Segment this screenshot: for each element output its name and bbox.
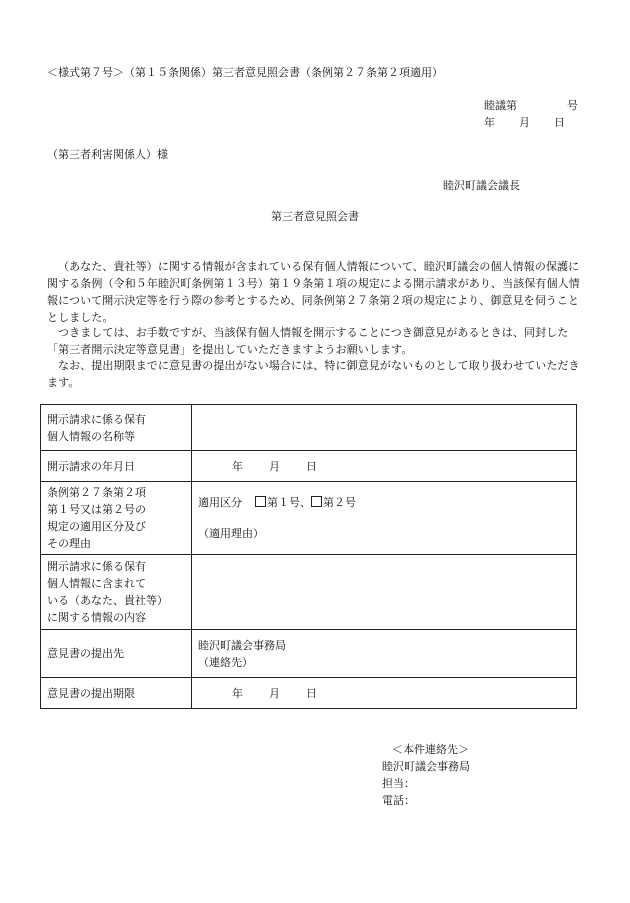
submission-office: 睦沢町議会事務局 bbox=[198, 638, 286, 652]
table-label: 開示請求の年月日 bbox=[41, 451, 192, 482]
document-title: 第三者意見照会書 bbox=[271, 210, 359, 223]
contact-phone-label: 電話： bbox=[382, 794, 415, 807]
option-second-label: 第２号 bbox=[323, 496, 356, 509]
reason-label: （適用理由） bbox=[198, 527, 264, 540]
form-title: ＜様式第７号＞（第１５条関係）第三者意見照会書（条例第２７条第２項適用） bbox=[47, 66, 443, 79]
contact-block bbox=[382, 741, 470, 809]
contact-label: （連絡先） bbox=[198, 655, 253, 669]
label-line: 開示請求に係る保有 bbox=[47, 412, 146, 426]
contact-person-label: 担当： bbox=[382, 777, 415, 790]
body-paragraph-3: なお、提出期限までに意見書の提出がない場合には、特に御意見がないものとして取り扱わせていただきます。 bbox=[47, 359, 580, 389]
category-label: 適用区分 bbox=[198, 496, 242, 509]
contact-heading: ＜本件連絡先＞ bbox=[392, 743, 469, 756]
body-paragraph-1: （あなた、貴社等）に関する情報が含まれている保有個人情報について、睦沢町議会の個人情報の保護に関する条例（令和５年睦沢町条例第１３号）第１９条第１項の規定による開示請求があり、当該保有個人情報について開示決定等を行う際の参考とするため、同条例第２７条第２項の規定により、御意見を伺うこととしました。 bbox=[47, 260, 580, 324]
date-month: 月 bbox=[519, 116, 530, 129]
document-number-suffix: 号 bbox=[567, 99, 578, 112]
addressee: （第三者利害関係人）様 bbox=[47, 148, 168, 161]
date-year: 年 bbox=[484, 116, 495, 129]
document-number-block bbox=[484, 97, 578, 131]
table-label: 意見書の提出期限 bbox=[41, 678, 192, 709]
contact-office: 睦沢町議会事務局 bbox=[382, 760, 470, 773]
checkbox-first[interactable] bbox=[255, 496, 266, 507]
label-line: に関する情報の内容 bbox=[47, 611, 146, 624]
label-line: 規定の適用区分及び bbox=[47, 520, 146, 533]
date-year: 年 bbox=[232, 686, 243, 700]
label-line: 条例第２７条第２項 bbox=[47, 486, 146, 499]
label-line: 開示請求に係る保有 bbox=[47, 560, 146, 573]
inquiry-table bbox=[40, 404, 577, 709]
table-row bbox=[41, 630, 577, 678]
table-value bbox=[192, 482, 577, 555]
table-value bbox=[192, 678, 577, 709]
label-line: 第１号又は第２号の bbox=[47, 503, 146, 516]
label-line: 個人情報に含まれて bbox=[47, 577, 146, 590]
label-line: いる（あなた、貴社等） bbox=[47, 594, 168, 607]
table-row bbox=[41, 678, 577, 709]
table-value bbox=[192, 451, 577, 482]
date-month: 月 bbox=[269, 686, 280, 700]
table-row bbox=[41, 405, 577, 451]
table-label bbox=[41, 482, 192, 555]
table-value bbox=[192, 555, 577, 630]
document-date-line bbox=[484, 114, 578, 131]
body-paragraph-2: つきましては、お手数ですが、当該保有個人情報を開示することにつき御意見があるときは、同封した「第三者開示決定等意見書」を提出していただきますようお願いします。 bbox=[47, 326, 569, 356]
label-line: 個人情報の名称等 bbox=[47, 429, 135, 443]
date-month: 月 bbox=[269, 459, 280, 473]
date-year: 年 bbox=[232, 459, 243, 473]
table-label bbox=[41, 555, 192, 630]
table-row bbox=[41, 482, 577, 555]
table-value bbox=[192, 405, 577, 451]
table-row bbox=[41, 555, 577, 630]
sender: 睦沢町議会議長 bbox=[443, 179, 520, 192]
table-label: 意見書の提出先 bbox=[41, 630, 192, 678]
option-first-label: 第１号、 bbox=[267, 496, 311, 509]
date-day: 日 bbox=[306, 686, 317, 700]
document-number-prefix: 睦議第 bbox=[484, 99, 517, 112]
table-row bbox=[41, 451, 577, 482]
table-value bbox=[192, 630, 577, 678]
document-number-line bbox=[484, 97, 578, 114]
date-day: 日 bbox=[554, 116, 565, 129]
label-line: その理由 bbox=[47, 537, 91, 550]
table-label bbox=[41, 405, 192, 451]
checkbox-second[interactable] bbox=[311, 496, 322, 507]
date-day: 日 bbox=[306, 459, 317, 473]
